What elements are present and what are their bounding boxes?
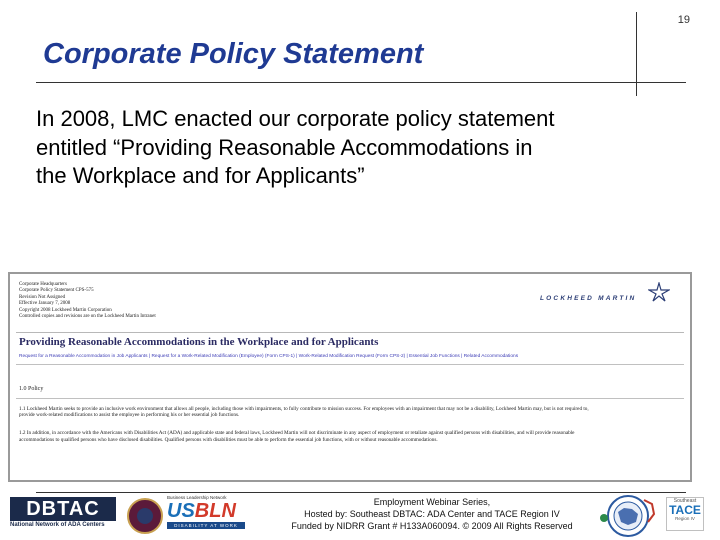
doc-rule [16, 364, 684, 365]
tace-logo [666, 497, 704, 531]
doc-paragraph [19, 406, 689, 418]
slide-number: 19 [677, 14, 690, 26]
doc-paragraph-line: provide work-related modifications to assist the employee in performing his or her essential job functions. [19, 412, 240, 418]
doc-section-heading: 1.0 Policy [19, 386, 44, 392]
seal-center [137, 508, 153, 524]
lockheed-martin-logo [540, 284, 670, 304]
seal-icon [127, 498, 163, 534]
body-line: entitled “Providing Reasonable Accommodations in [36, 134, 533, 160]
doc-meta [19, 282, 156, 320]
footer-line: Funded by NIDRR Grant # H133A060094. © 2009 All Rights Reserved [291, 521, 573, 531]
dbtac-logo-text: DBTAC [10, 497, 116, 521]
dbtac-logo [10, 497, 118, 531]
footer-text [262, 496, 602, 532]
doc-rule [16, 398, 684, 399]
doc-rule [16, 332, 684, 333]
dbtac-logo-subtitle: National Network of ADA Centers [10, 522, 105, 528]
doc-heading: Providing Reasonable Accommodations in the Workplace and for Applicants [19, 336, 379, 348]
doc-paragraph-line: 1.2 In addition, in accordance with the Americans with Disabilities Act (ADA) and applicable state and federal laws, Lockheed Martin will not discriminate in any aspect of employment or retaliate against qualified persons with disabilities, and will provide reasonable [19, 430, 575, 436]
footer-rule [36, 492, 686, 493]
slide-title: Corporate Policy Statement [43, 38, 424, 70]
doc-paragraph-line: 1.1 Lockheed Martin seeks to provide an inclusive work environment that allows all people, including those with impairments, to fully contribute to mission success. For employees with an impairment that may not be a disability, Lockheed Martin may, but is not required to, [19, 406, 589, 412]
southeast-dbtac-logo-icon [594, 494, 662, 538]
body-line: the Workplace and for Applicants” [36, 163, 365, 189]
policy-document-screenshot [8, 272, 692, 482]
doc-meta-line: Corporate Headquarters [19, 282, 67, 287]
footer-line: Employment Webinar Series, [373, 497, 491, 507]
usbln-logo-top: Business Leadership Network [167, 495, 227, 500]
doc-meta-line: Effective January 7, 2008 [19, 301, 71, 307]
doc-meta-line: Copyright 2008 Lockheed Martin Corporation [19, 307, 112, 313]
tace-logo-main: TACE [669, 503, 701, 517]
usbln-logo [167, 495, 247, 531]
usbln-bln: BLN [194, 500, 236, 522]
usbln-logo-main [167, 500, 247, 522]
footer-line: Hosted by: Southeast DBTAC: ADA Center and TACE Region IV [304, 509, 560, 519]
doc-links: Request for a Reasonable Accommodation in Job Applicants | Request for a Work-Related Modification (Employee) (Form CPS-1) | Work-Related Modification Request (Form CPS-2) | Essential Job Functions | Related Accommodations [19, 354, 519, 359]
lockheed-martin-logo-text: LOCKHEED MARTIN [540, 295, 637, 302]
doc-meta-line: Revision Not Assigned [19, 294, 66, 300]
usbln-us: US [167, 500, 195, 522]
title-vertical-line [636, 12, 637, 96]
body-line: In 2008, LMC enacted our corporate policy statement [36, 106, 555, 131]
doc-meta-line: Corporate Policy Statement CPS-575 [19, 288, 94, 294]
star-icon [648, 282, 670, 302]
doc-paragraph-line: accommodations to qualified persons who have disclosed disabilities. Qualified persons with disabilities must be able to perform the essential job functions, with or without reasonable accommodations. [19, 437, 438, 443]
doc-meta-line: Controlled copies and revisions are on the Lockheed Martin Intranet [19, 314, 156, 320]
usbln-logo-bar: DISABILITY AT WORK [167, 522, 245, 529]
title-rule [36, 82, 686, 83]
tace-logo-top: Southeast [673, 498, 697, 504]
doc-paragraph [19, 430, 689, 444]
tace-logo-region: Region IV [675, 516, 695, 521]
body-text [36, 105, 676, 191]
